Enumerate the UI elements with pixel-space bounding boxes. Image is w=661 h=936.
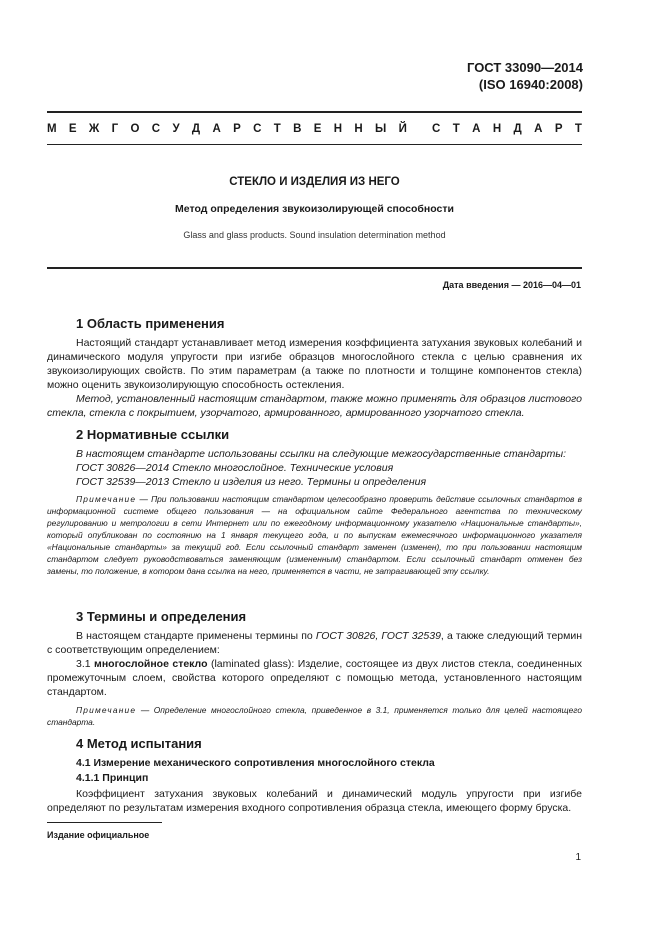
subsection-4-1-1-heading: 4.1.1 Принцип <box>76 772 149 784</box>
section-1-body <box>47 336 582 420</box>
section-4-heading: 4 Метод испытания <box>76 736 202 751</box>
section-2-note <box>47 493 582 577</box>
introduction-date: Дата введения — 2016—04—01 <box>442 280 581 290</box>
section-1-heading: 1 Область применения <box>76 316 225 331</box>
note-text: — Определение многослойного стекла, приведенное в 3.1, применяется только для целей настоящего стандарта. <box>47 705 582 727</box>
section-4-paragraph-1: Коэффициент затухания звуковых колебаний и динамический модуль упругости при изгибе определяют по результатам измерения входного сопротивления образца стекла, имеющего форму бруска. <box>47 788 582 814</box>
term-english: (laminated glass): <box>207 658 295 670</box>
official-edition-label: Издание официальное <box>47 830 150 840</box>
footer-rule <box>47 822 162 823</box>
document-subtitle: Метод определения звукоизолирующей способности <box>175 203 454 215</box>
subsection-4-1-heading: 4.1 Измерение механического сопротивления многослойного стекла <box>76 757 435 769</box>
section-3-references: ГОСТ 30826, ГОСТ 32539 <box>315 630 441 642</box>
note-label: Примечание <box>76 705 137 715</box>
reference-gost-32539: ГОСТ 32539—2013 Стекло и изделия из него. Термины и определения <box>76 476 427 488</box>
section-4-body <box>47 787 582 815</box>
gost-number: ГОСТ 33090—2014 <box>467 60 583 75</box>
page-number: 1 <box>575 852 581 863</box>
iso-number: (ISO 16940:2008) <box>478 77 583 92</box>
banner-rule <box>47 144 582 145</box>
note-text: — При пользовании настоящим стандартом целесообразно проверить действие ссылочных стандартов в информационной системе общего пользования — на официальном сайте Федерального агентства по техническому регулированию и метрологии в сети Интернет или по ежегодному информационному указателю «Национальные стандарты», который опубликован по состоянию на 1 января текущего года, и по выпускам ежемесячного информационного указателя «Национальные стандарты» за текущий год. Если ссылочный стандарт заменен (изменен), то при пользовании настоящим стандартом следует руководствоваться заменяющим (измененным) стандартом. Если ссылочный стандарт отменен без замены, то положение, в котором дана ссылка на него, применяется в части, не затрагивающей эту ссылку. <box>47 494 582 576</box>
reference-gost-30826: ГОСТ 30826—2014 Стекло многослойное. Технические условия <box>76 462 394 474</box>
section-3-note <box>47 704 582 728</box>
section-2-paragraph-1: В настоящем стандарте использованы ссылки на следующие межгосударственные стандарты: <box>76 448 566 460</box>
term-3-1: 3.1 многослойное стекло (laminated glass): Изделие, состоящее из двух листов стекла, соединенных промежуточным слоем, свойства которого определяют с помощью метода, установленного настоящим стандартом. <box>47 658 583 698</box>
section-2-heading: 2 Нормативные ссылки <box>76 427 230 442</box>
document-title-english: Glass and glass products. Sound insulation determination method <box>183 230 446 240</box>
banner-right: С Т А Н Д А Р Т <box>432 123 582 135</box>
title-rule <box>47 267 582 269</box>
banner-left: М Е Ж Г О С У Д А Р С Т В Е Н Н Ы Й <box>47 123 407 135</box>
section-3-heading: 3 Термины и определения <box>76 609 247 624</box>
interstate-standard-banner <box>47 123 582 135</box>
section-1-paragraph-1: Настоящий стандарт устанавливает метод измерения коэффициента затухания звуковых колебаний и динамического модуля упругости при изгибе образцов многослойного стекла с целью сравнения их звукоизолирующих свойств. По этим параметрам (а также по плотности и толщине компонентов стекла) можно оценить звукоизолирующую способность остекления. <box>47 337 582 391</box>
note-label: Примечание <box>76 494 137 504</box>
section-2-body <box>47 447 582 577</box>
term-name: многослойное стекло <box>94 658 208 670</box>
section-1-paragraph-2: Метод, установленный настоящим стандартом, также можно применять для образцов листового стекла, стекла с покрытием, узорчатого, армированного, армированного узорчатого стекла. <box>47 393 582 419</box>
section-3-body <box>47 629 582 728</box>
top-rule <box>47 111 582 113</box>
section-3-paragraph-1: В настоящем стандарте применены термины по ГОСТ 30826, ГОСТ 32539, а также следующий термин с соответствующим определением: <box>47 630 583 656</box>
document-title: СТЕКЛО И ИЗДЕЛИЯ ИЗ НЕГО <box>229 176 400 188</box>
term-definition: Изделие, состоящее из двух листов стекла, соединенных промежуточным слоем, свойства которого определяют с помощью метода, установленного настоящим стандартом. <box>47 658 583 698</box>
